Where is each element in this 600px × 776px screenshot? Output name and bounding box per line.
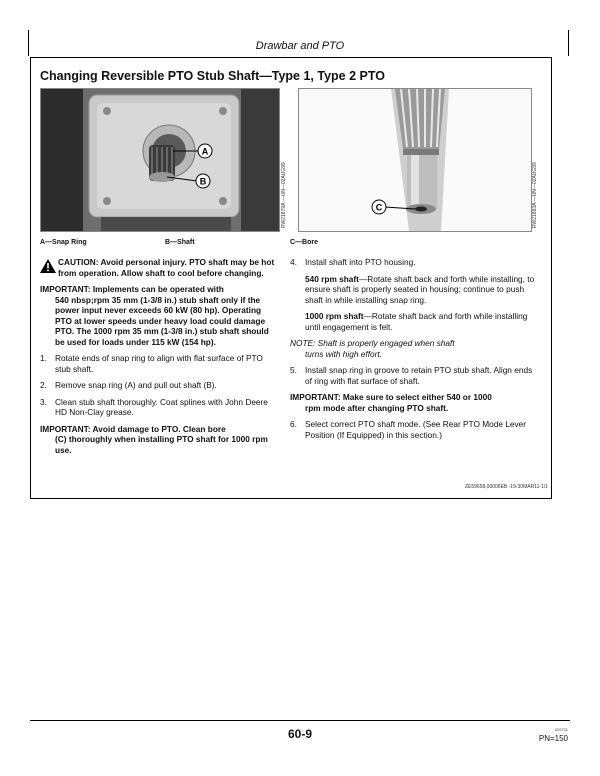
- step-6-number: 6.: [290, 419, 297, 429]
- note-body: turns with high effort.: [305, 348, 383, 359]
- footer-rule: [30, 720, 570, 721]
- step-1-number: 1.: [40, 353, 47, 363]
- step-1-text: Rotate ends of snap ring to align with flat surface of PTO stub shaft.: [55, 353, 263, 374]
- pn-number: PN=150: [538, 734, 568, 743]
- right-column: [290, 257, 540, 446]
- rpm-1000-instruction: [290, 311, 540, 332]
- important-bore-body: (C) thoroughly when installing PTO shaft for 1000 rpm use.: [55, 434, 268, 455]
- important-implements: [40, 284, 275, 347]
- caution-block: [40, 257, 275, 278]
- important-mode-body: rpm mode after changing PTO shaft.: [305, 402, 449, 413]
- running-header: Drawbar and PTO: [255, 40, 345, 52]
- callout-c: [372, 200, 386, 214]
- rpm-1000-text: —Rotate shaft back and forth while installing until engagement is felt.: [305, 311, 528, 332]
- step-2-number: 2.: [40, 380, 47, 390]
- step-3: [40, 397, 275, 418]
- shaft-bore-photo: [298, 88, 532, 232]
- note-lead: NOTE: Shaft is properly engaged when shaft: [290, 338, 455, 348]
- left-column: [40, 257, 275, 461]
- callout-b-label: B: [199, 176, 207, 187]
- important-bore: [40, 424, 275, 456]
- callout-b: [196, 174, 210, 188]
- page-number: 60-9: [287, 727, 313, 741]
- important-implements-body: 540 nbsp;rpm 35 mm (1-3/8 in.) stub shaft only if the power input never exceeds 60 kW (80 hp). Operating PTO at lower speeds under heavy load could damage PTO. The 1000 rpm 35 mm (1-3/8 in.) stub shaft should be used for loads under 115 kW (154 hp).: [55, 294, 269, 347]
- footer-date: 022711: [554, 727, 568, 732]
- rpm-540-text: —Rotate shaft back and forth while installing, to ensure shaft is properly seated in housing; continue to push shaft in while installing snap ring.: [305, 273, 535, 305]
- note-engagement: [290, 338, 540, 359]
- legend-shaft: B—Shaft: [165, 239, 195, 246]
- callout-c-label: C: [375, 202, 383, 213]
- rpm-540-label: 540 rpm shaft: [305, 273, 359, 284]
- rpm-540-instruction: [290, 274, 540, 306]
- section-title: Changing Reversible PTO Stub Shaft—Type 1, Type 2 PTO: [40, 69, 385, 83]
- legend-snap-ring: A—Snap Ring: [40, 239, 87, 246]
- step-6: [290, 419, 540, 440]
- step-4-text: Install shaft into PTO housing.: [305, 257, 416, 267]
- step-3-number: 3.: [40, 396, 47, 407]
- rpm-1000-label: 1000 rpm shaft: [305, 311, 364, 321]
- photo-code-right: RW21883A —UN—02AUG99: [532, 162, 538, 228]
- warning-triangle-icon: [40, 259, 56, 273]
- step-4-number: 4.: [290, 257, 297, 267]
- step-5-text: Install snap ring in groove to retain PTO stub shaft. Align ends of ring with flat surface of shaft.: [305, 365, 533, 386]
- important-mode-lead: IMPORTANT: Make sure to select either 540 or 1000: [290, 392, 492, 402]
- caution-text: CAUTION: Avoid personal injury. PTO shaft may be hot from operation. Allow shaft to cool before changing.: [58, 257, 275, 278]
- document-code: ZE59658,00006EB -19-30MAR11-1/1: [464, 484, 548, 490]
- step-5: [290, 365, 540, 386]
- legend-bore: C—Bore: [290, 239, 319, 246]
- important-mode: [290, 392, 540, 413]
- important-bore-lead: IMPORTANT: Avoid damage to PTO. Clean bore: [40, 423, 226, 434]
- photo-code-left: RW21879A —UN—02AUG99: [281, 162, 287, 228]
- step-6-text: Select correct PTO shaft mode. (See Rear PTO Mode Lever Position (If Equipped) in this section.): [305, 419, 527, 440]
- pto-housing-photo: [40, 88, 280, 232]
- callout-a-label: A: [201, 146, 209, 157]
- callout-a: [198, 144, 212, 158]
- important-implements-lead: IMPORTANT: Implements can be operated with: [40, 284, 224, 294]
- step-1: [40, 353, 275, 374]
- step-4: [290, 257, 540, 268]
- step-5-number: 5.: [290, 365, 297, 375]
- step-3-text: Clean stub shaft thoroughly. Coat splines with John Deere HD Non-Clay grease.: [55, 396, 268, 417]
- step-2-text: Remove snap ring (A) and pull out shaft (B).: [55, 380, 217, 390]
- step-2: [40, 380, 275, 391]
